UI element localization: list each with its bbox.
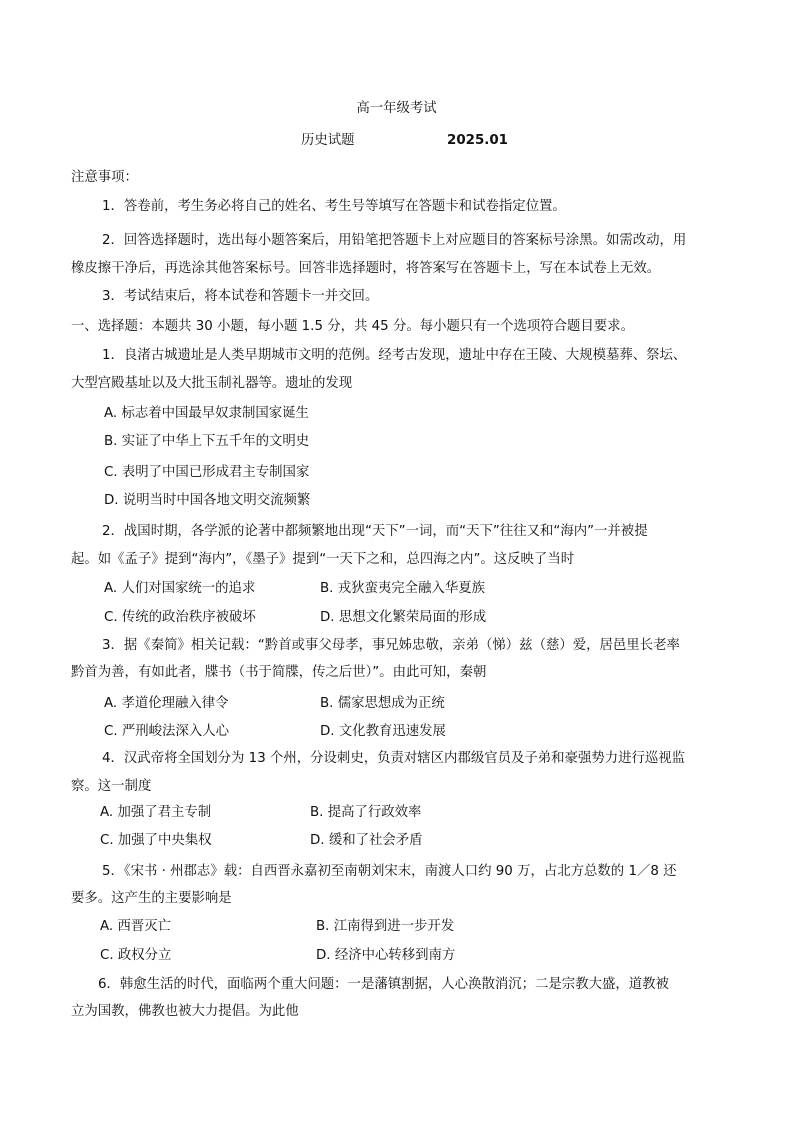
section-heading: 一、选择题：本题共 30 小题，每小题 1.5 分，共 45 分。每小题只有一个选项符合题目要求。 (71, 319, 634, 334)
option-b: B. 江南得到进一步开发 (316, 919, 455, 934)
option-d: D. 思想文化繁荣局面的形成 (320, 610, 487, 625)
exam-date: 2025.01 (447, 133, 508, 148)
question-stem-continued: 立为国教，佛教也被大力提倡。为此他 (71, 1004, 299, 1019)
option-b: B. 实证了中华上下五千年的文明史 (104, 434, 310, 449)
option-d: D. 文化教育迅速发展 (320, 724, 446, 739)
option-a: A. 孝道伦理融入律令 (104, 696, 229, 711)
question-stem-continued: 要多。这产生的主要影响是 (71, 891, 232, 906)
question-stem-continued: 起。如《孟子》提到“海内”，《墨子》提到“一天下之和，总四海之内”。这反映了当时 (71, 552, 575, 567)
question-stem-continued: 大型宫殿基址以及大批玉制礼器等。遗址的发现 (71, 376, 353, 391)
option-d: D. 经济中心转移到南方 (316, 948, 456, 963)
question-stem: 1．良渚古城遗址是人类早期城市文明的范例。经考古发现，遗址中存在王陵、大规模墓葬、祭坛、 (102, 348, 687, 363)
question-stem-continued: 黔首为善，有如此者，牒书（书于简牒，传之后世）”。由此可知，秦朝 (71, 665, 487, 680)
option-a: A. 标志着中国最早奴隶制国家诞生 (104, 406, 309, 421)
notice-item: 1．答卷前，考生务必将自己的姓名、考生号等填写在答题卡和试卷指定位置。 (102, 199, 566, 214)
option-b: B. 戎狄蛮夷完全融入华夏族 (320, 581, 485, 596)
option-d: D. 缓和了社会矛盾 (310, 833, 423, 848)
notice-item-continued: 橡皮擦干净后，再选涂其他答案标号。回答非选择题时，将答案写在答题卡上，写在本试卷上无效。 (71, 261, 661, 276)
option-c: C. 传统的政治秩序被破坏 (104, 610, 256, 625)
question-stem: 5．《宋书 · 州郡志》载：自西晋永嘉初至南朝刘宋末，南渡人口约 90 万，占北方总数的 1／8 还 (102, 864, 677, 879)
question-stem: 4．汉武帝将全国划分为 13 个州，分设刺史，负责对辖区内郡级官员及子弟和豪强势力进行巡视监 (102, 751, 686, 766)
option-b: B. 儒家思想成为正统 (320, 696, 445, 711)
option-a: A. 加强了君主专制 (100, 805, 212, 820)
notice-heading: 注意事项： (71, 170, 138, 185)
option-b: B. 提高了行政效率 (310, 805, 422, 820)
option-d: D. 说明当时中国各地文明交流频繁 (104, 493, 311, 508)
exam-title: 高一年级考试 (356, 101, 437, 116)
question-stem: 2．战国时期，各学派的论著中都频繁地出现“天下”一词，而“天下”往往又和“海内”一并被提 (102, 524, 648, 539)
option-c: C. 加强了中央集权 (100, 833, 212, 848)
notice-item: 3．考试结束后，将本试卷和答题卡一并交回。 (102, 289, 379, 304)
question-stem: 6．韩愈生活的时代，面临两个重大问题：一是藩镇割据，人心涣散消沉；二是宗教大盛，道教被 (98, 977, 669, 992)
option-a: A. 西晋灭亡 (100, 919, 171, 934)
option-a: A. 人们对国家统一的追求 (104, 581, 256, 596)
option-c: C. 政权分立 (100, 948, 172, 963)
option-c: C. 表明了中国已形成君主专制国家 (104, 465, 310, 480)
notice-item: 2．回答选择题时，选出每小题答案后，用铅笔把答题卡上对应题目的答案标号涂黑。如需改动，用 (102, 233, 687, 248)
question-stem: 3．据《秦简》相关记载：“黔首或事父母孝，事兄姊忠敬，亲弟（悌）兹（慈）爱，居邑里长老率 (102, 638, 680, 653)
subject-title: 历史试题 (301, 133, 355, 148)
question-stem-continued: 察。这一制度 (71, 779, 152, 794)
option-c: C. 严刑峻法深入人心 (104, 724, 229, 739)
